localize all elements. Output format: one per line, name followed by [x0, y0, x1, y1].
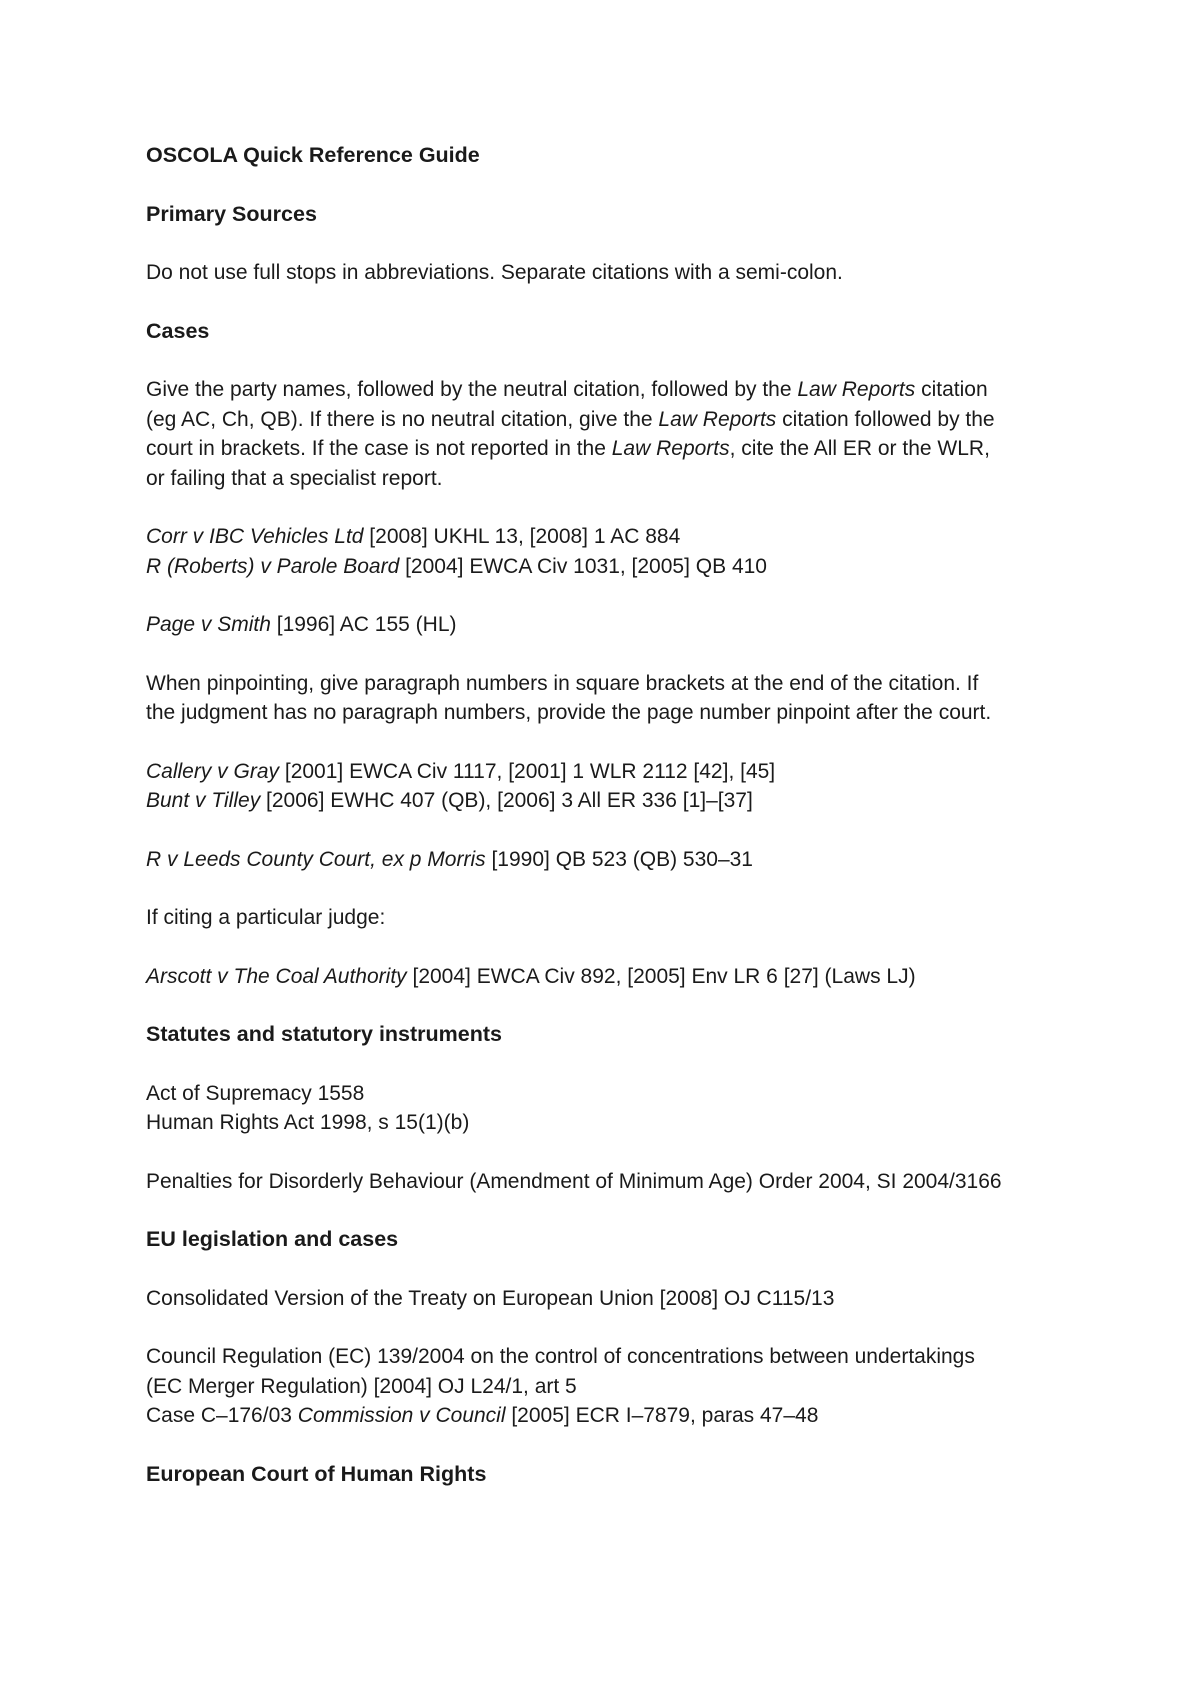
- case-citation: Bunt v Tilley [2006] EWHC 407 (QB), [2006] 3 All ER 336 [1]–[37]: [146, 789, 753, 812]
- intro-paragraph: Do not use full stops in abbreviations. Separate citations with a semi-colon.: [146, 261, 843, 284]
- case-citation: Arscott v The Coal Authority [2004] EWCA Civ 892, [2005] Env LR 6 [27] (Laws LJ): [146, 964, 916, 988]
- regulation-line: (EC Merger Regulation) [2004] OJ L24/1, art 5: [146, 1374, 577, 1398]
- case-citation: Page v Smith [1996] AC 155 (HL): [146, 613, 457, 636]
- primary-sources-heading: Primary Sources: [146, 201, 317, 226]
- statute-citation: Human Rights Act 1998, s 15(1)(b): [146, 1111, 470, 1134]
- judge-intro: If citing a particular judge:: [146, 906, 386, 929]
- pinpoint-line: the judgment has no paragraph numbers, provide the page number pinpoint after the court.: [146, 701, 992, 724]
- case-citation: Callery v Gray [2001] EWCA Civ 1117, [2001] 1 WLR 2112 [42], [45]: [146, 759, 776, 783]
- treaty-citation: Consolidated Version of the Treaty on European Union [2008] OJ C115/13: [146, 1286, 835, 1310]
- regulation-line: Council Regulation (EC) 139/2004 on the control of concentrations between undertakings: [146, 1345, 975, 1368]
- statutes-heading: Statutes and statutory instruments: [146, 1022, 502, 1046]
- statute-citation: Act of Supremacy 1558: [146, 1081, 365, 1105]
- case-citation: R v Leeds County Court, ex p Morris [1990] QB 523 (QB) 530–31: [146, 847, 753, 871]
- echr-heading: European Court of Human Rights: [146, 1461, 487, 1486]
- eu-case-citation: Case C–176/03 Commission v Council [2005] ECR I–7879, paras 47–48: [146, 1404, 819, 1427]
- pinpoint-line: When pinpointing, give paragraph numbers in square brackets at the end of the citation. If: [146, 671, 979, 695]
- statutes-list: [146, 1079, 1076, 1138]
- cases-para-line: (eg AC, Ch, QB). If there is no neutral citation, give the Law Reports citation followed by the: [146, 407, 995, 431]
- case-examples-3: [146, 757, 1076, 816]
- eu-heading: EU legislation and cases: [146, 1227, 399, 1251]
- case-examples-1: [146, 522, 1076, 581]
- eu-examples: [146, 1342, 1076, 1431]
- cases-para-line: or failing that a specialist report.: [146, 466, 443, 490]
- case-citation: R (Roberts) v Parole Board [2004] EWCA Civ 1031, [2005] QB 410: [146, 554, 767, 578]
- case-citation: Corr v IBC Vehicles Ltd [2008] UKHL 13, [2008] 1 AC 884: [146, 525, 681, 548]
- cases-para-line: court in brackets. If the case is not reported in the Law Reports, cite the All ER or the WLR,: [146, 437, 990, 460]
- cases-heading: Cases: [146, 318, 210, 343]
- document-page: [146, 141, 1076, 1489]
- pinpoint-paragraph: [146, 669, 1076, 728]
- cases-paragraph: [146, 375, 1076, 493]
- si-citation: Penalties for Disorderly Behaviour (Amendment of Minimum Age) Order 2004, SI 2004/3166: [146, 1169, 1002, 1193]
- document-title: OSCOLA Quick Reference Guide: [146, 143, 480, 167]
- cases-para-line: Give the party names, followed by the neutral citation, followed by the Law Reports citation: [146, 378, 988, 401]
